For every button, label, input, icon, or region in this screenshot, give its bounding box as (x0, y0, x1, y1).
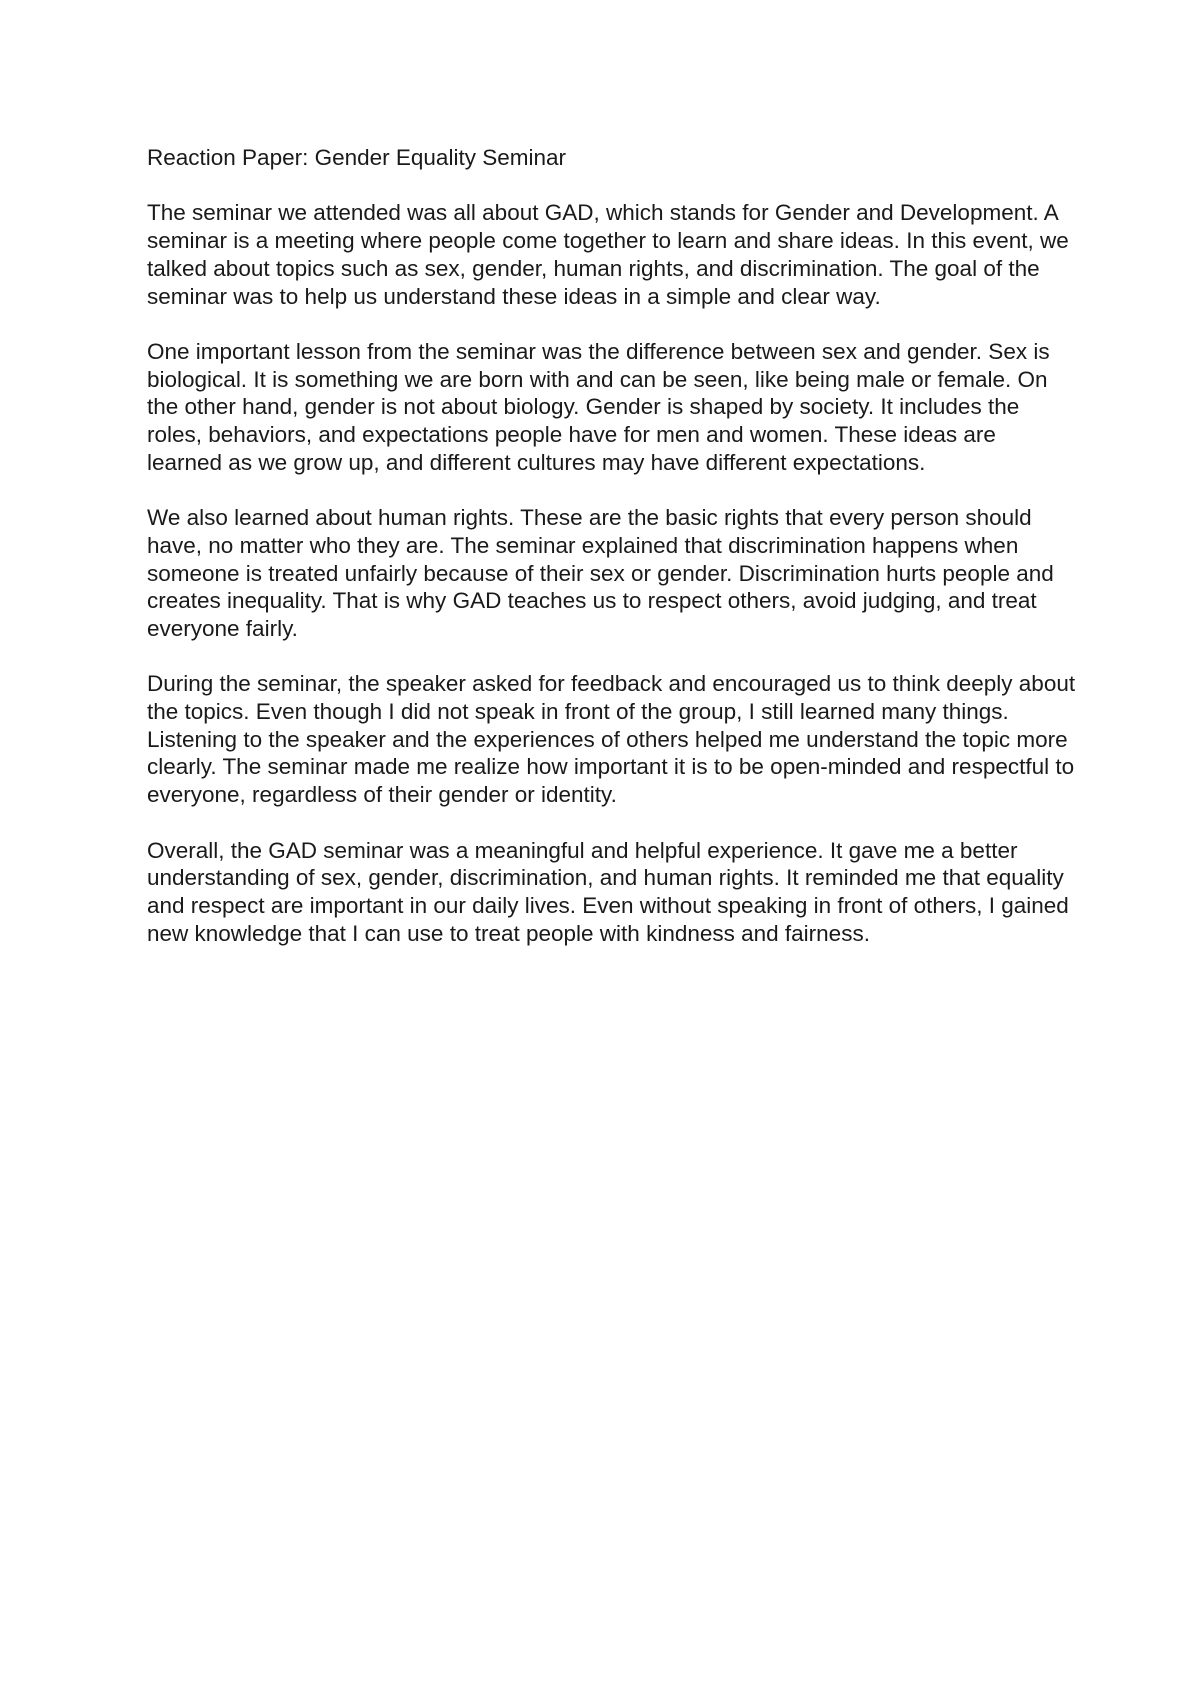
paragraph-conclusion: Overall, the GAD seminar was a meaningful and helpful experience. It gave me a better understanding of sex, gender, discrimination, and human rights. It reminded me that equality and respect are important in our daily lives. Even without speaking in front of others, I gained new knowledge that I can use to treat people with kindness and fairness. (147, 837, 1069, 946)
document-body (147, 144, 1077, 975)
paragraph-sex-vs-gender: One important lesson from the seminar was the difference between sex and gender. Sex is biological. It is something we are born with and can be seen, like being male or female. On the other hand, gender is not about biology. Gender is shaped by society. It includes the roles, behaviors, and expectations people have for men and women. These ideas are learned as we grow up, and different cultures may have different expectations. (147, 338, 1050, 475)
document-title: Reaction Paper: Gender Equality Seminar (147, 145, 566, 170)
paragraph-feedback: During the seminar, the speaker asked for feedback and encouraged us to think deeply about the topics. Even though I did not speak in front of the group, I still learned many things. Listening to the speaker and the experiences of others helped me understand the topic more clearly. The seminar made me realize how important it is to be open-minded and respectful to everyone, regardless of their gender or identity. (147, 671, 1076, 808)
paragraph-intro: The seminar we attended was all about GAD, which stands for Gender and Development. A seminar is a meeting where people come together to learn and share ideas. In this event, we talked about topics such as sex, gender, human rights, and discrimination. The goal of the seminar was to help us understand these ideas in a simple and clear way. (147, 200, 1069, 309)
paragraph-human-rights: We also learned about human rights. These are the basic rights that every person should have, no matter who they are. The seminar explained that discrimination happens when someone is treated unfairly because of their sex or gender. Discrimination hurts people and creates inequality. That is why GAD teaches us to respect others, avoid judging, and treat everyone fairly. (147, 505, 1054, 641)
